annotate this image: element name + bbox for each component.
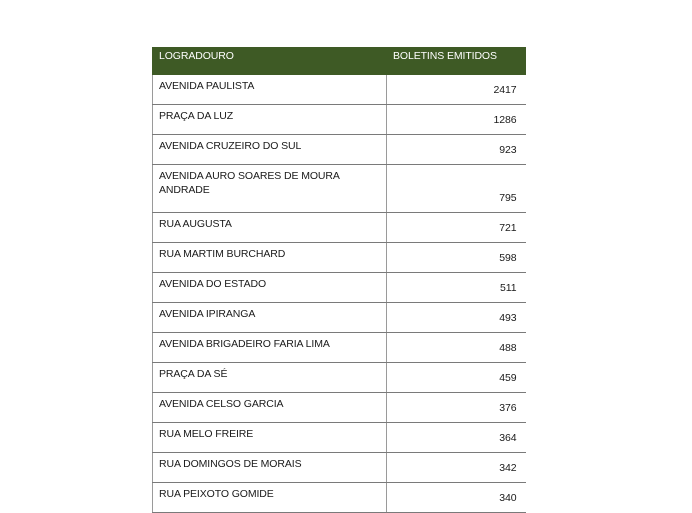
cell-logradouro: RUA MARTIM BURCHARD	[153, 243, 387, 273]
cell-logradouro: RUA DOMINGOS DE MORAIS	[153, 453, 387, 483]
cell-logradouro: AVENIDA AURO SOARES DE MOURA ANDRADE	[153, 165, 387, 213]
cell-count: 493	[387, 303, 526, 333]
table-row	[153, 105, 526, 135]
table-row	[153, 135, 526, 165]
cell-count: 340	[387, 483, 526, 513]
cell-logradouro: AVENIDA CRUZEIRO DO SUL	[153, 135, 387, 165]
cell-logradouro: PRAÇA DA LUZ	[153, 105, 387, 135]
table-row	[153, 243, 526, 273]
table-row	[153, 483, 526, 513]
cell-count: 923	[387, 135, 526, 165]
cell-count: 364	[387, 423, 526, 453]
cell-logradouro: AVENIDA DO ESTADO	[153, 273, 387, 303]
boletins-table	[152, 47, 526, 513]
cell-count: 342	[387, 453, 526, 483]
cell-count: 459	[387, 363, 526, 393]
data-table-container	[152, 47, 525, 513]
table-row	[153, 423, 526, 453]
cell-logradouro: PRAÇA DA SÉ	[153, 363, 387, 393]
table-row	[153, 453, 526, 483]
cell-logradouro: RUA PEIXOTO GOMIDE	[153, 483, 387, 513]
table-row	[153, 273, 526, 303]
cell-count: 376	[387, 393, 526, 423]
table-row	[153, 363, 526, 393]
cell-count: 598	[387, 243, 526, 273]
cell-logradouro: RUA AUGUSTA	[153, 213, 387, 243]
table-row	[153, 303, 526, 333]
cell-logradouro: RUA MELO FREIRE	[153, 423, 387, 453]
table-row	[153, 75, 526, 105]
table-row	[153, 165, 526, 213]
cell-logradouro: AVENIDA BRIGADEIRO FARIA LIMA	[153, 333, 387, 363]
table-row	[153, 333, 526, 363]
header-boletins-emitidos: BOLETINS EMITIDOS	[387, 48, 526, 75]
table-row	[153, 393, 526, 423]
cell-count: 795	[387, 165, 526, 213]
table-row	[153, 213, 526, 243]
header-logradouro: LOGRADOURO	[153, 48, 387, 75]
cell-count: 488	[387, 333, 526, 363]
cell-count: 511	[387, 273, 526, 303]
cell-logradouro: AVENIDA PAULISTA	[153, 75, 387, 105]
cell-logradouro: AVENIDA IPIRANGA	[153, 303, 387, 333]
cell-count: 721	[387, 213, 526, 243]
table-header-row	[153, 48, 526, 75]
cell-count: 1286	[387, 105, 526, 135]
cell-logradouro: AVENIDA CELSO GARCIA	[153, 393, 387, 423]
cell-count: 2417	[387, 75, 526, 105]
